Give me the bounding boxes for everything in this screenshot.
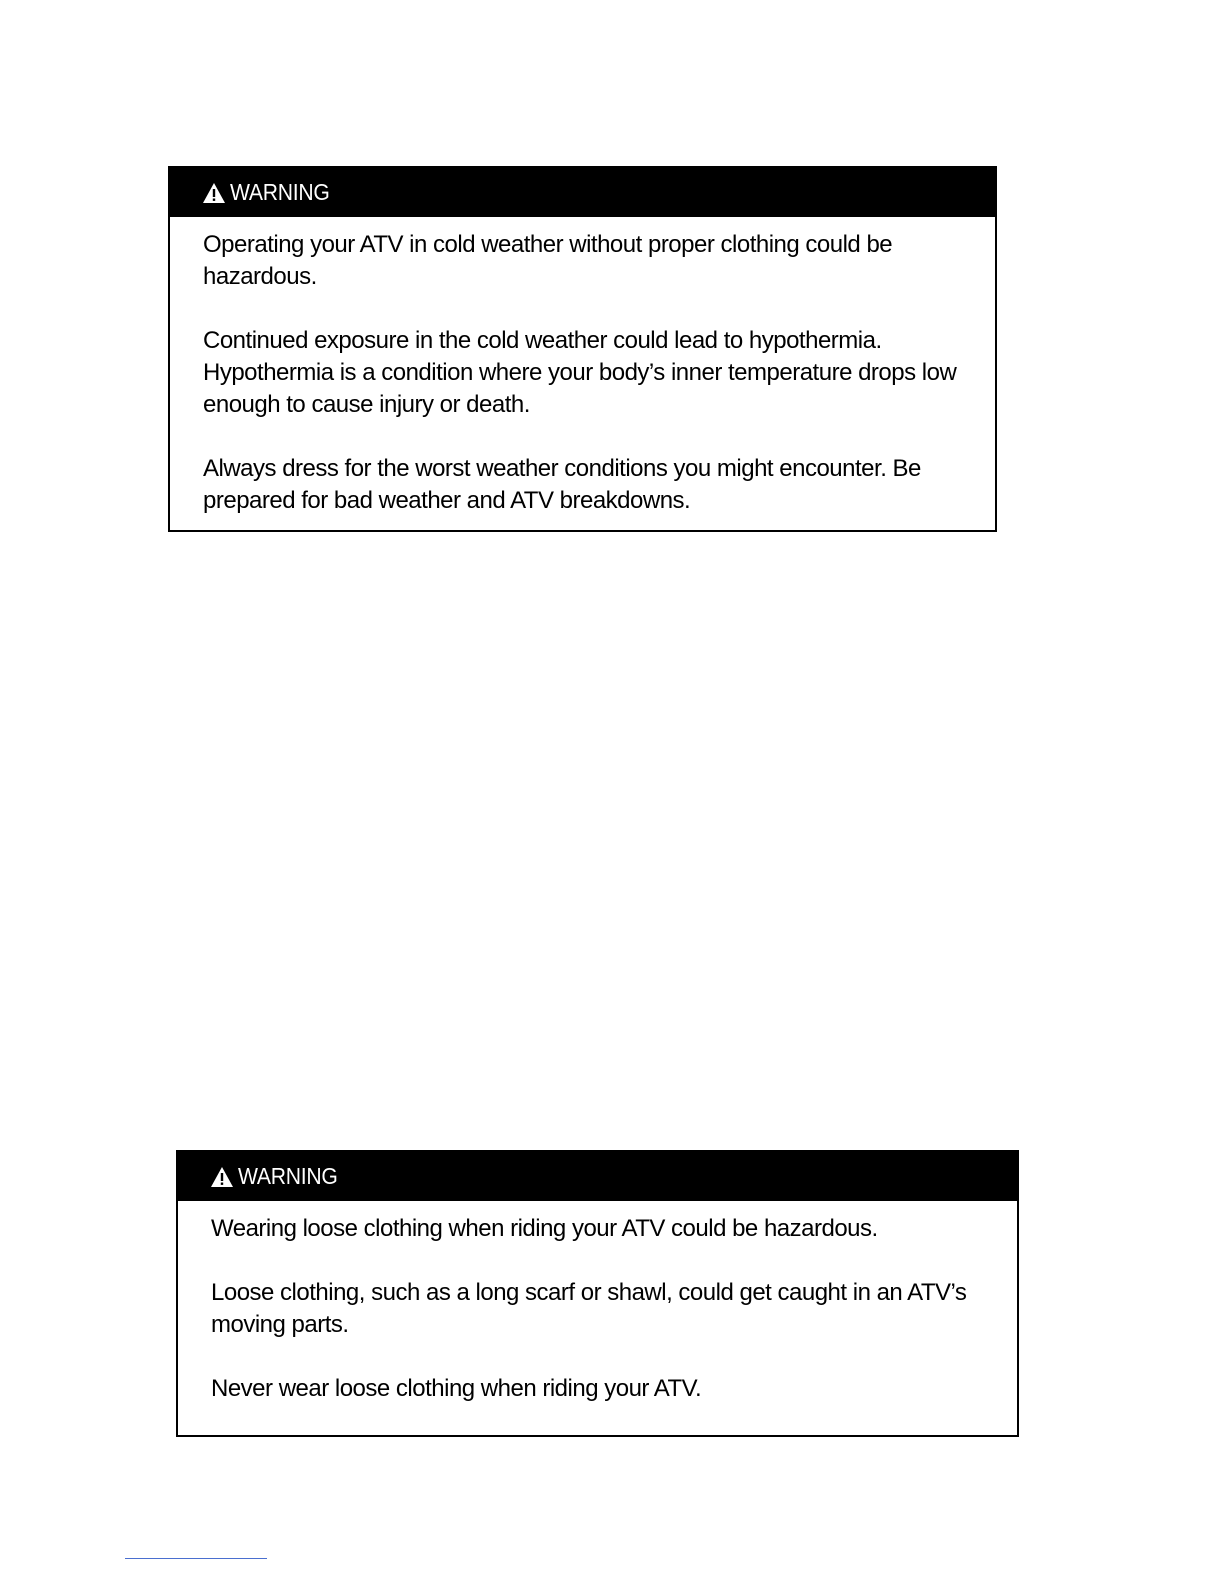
warning-paragraph: Always dress for the worst weather conditions you might encounter. Be prepared for bad weather and ATV breakdowns. — [203, 455, 921, 514]
warning-box-cold-weather — [168, 166, 997, 532]
warning-body — [178, 1201, 1017, 1405]
warning-header — [178, 1152, 1017, 1201]
warning-paragraph: Loose clothing, such as a long scarf or shawl, could get caught in an ATV’s moving parts. — [211, 1279, 967, 1338]
warning-body — [170, 217, 995, 517]
warning-header — [170, 168, 995, 217]
warning-triangle-icon — [202, 182, 226, 204]
footnote-separator-line — [125, 1558, 267, 1559]
warning-paragraph: Never wear loose clothing when riding your ATV. — [211, 1375, 702, 1402]
warning-box-loose-clothing — [176, 1150, 1019, 1437]
warning-paragraph: Continued exposure in the cold weather could lead to hypothermia. Hypothermia is a condition where your body’s inner temperature drops low enough to cause injury or death. — [203, 327, 957, 418]
warning-paragraph: Operating your ATV in cold weather without proper clothing could be hazardous. — [203, 231, 893, 290]
warning-title: WARNING — [230, 179, 330, 205]
warning-title: WARNING — [238, 1163, 338, 1189]
warning-triangle-icon — [210, 1166, 234, 1188]
warning-paragraph: Wearing loose clothing when riding your ATV could be hazardous. — [211, 1215, 878, 1242]
